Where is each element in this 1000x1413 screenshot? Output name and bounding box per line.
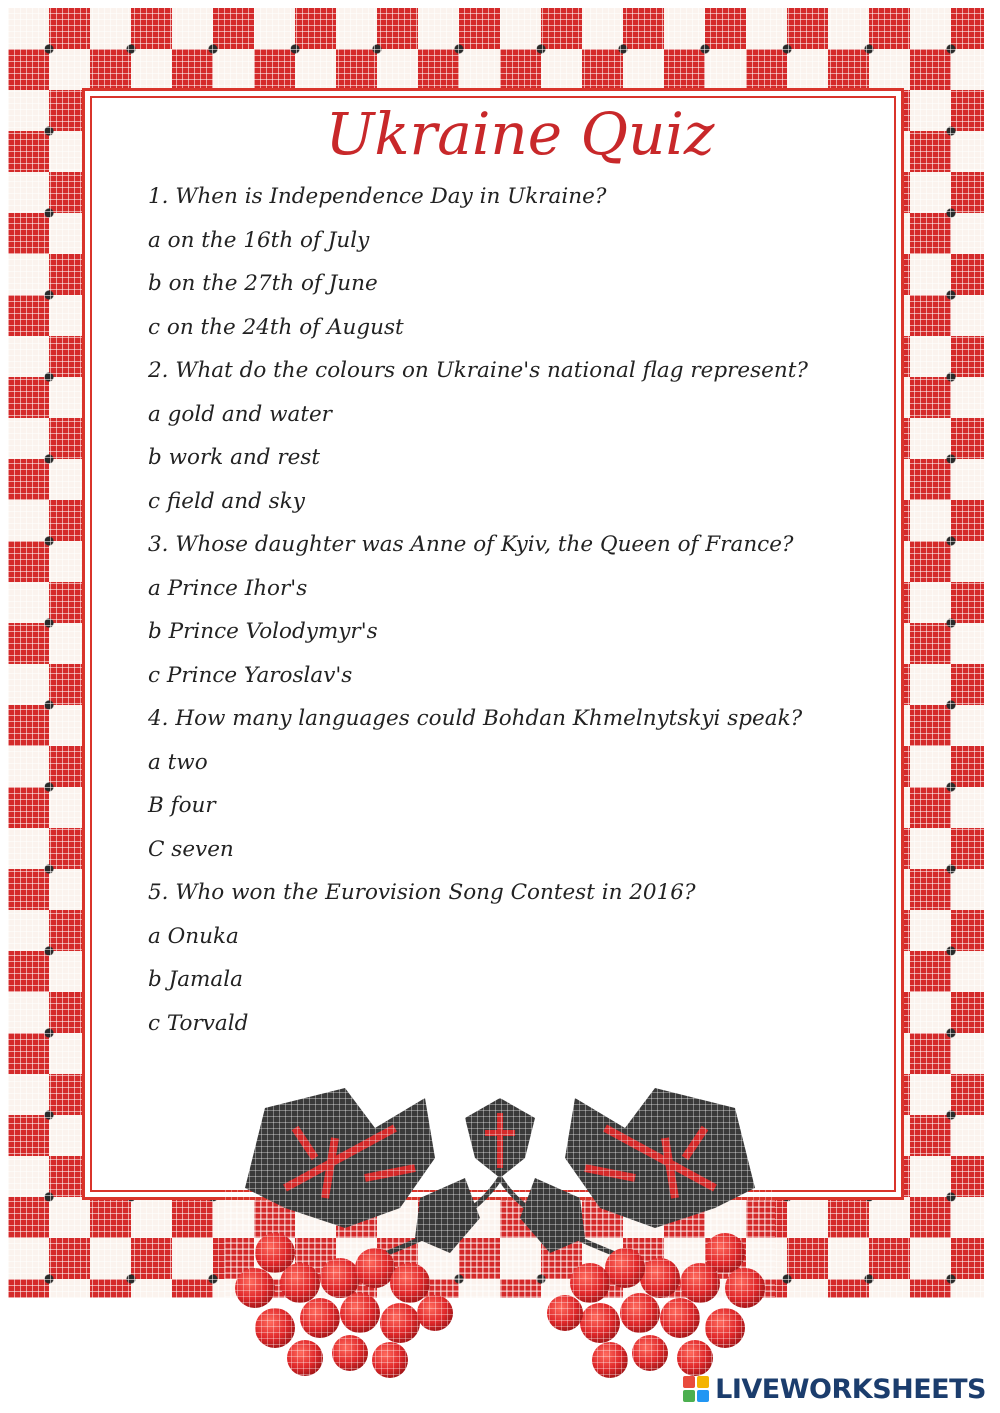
option-1c[interactable]: c on the 24th of August [148,314,404,340]
option-3c[interactable]: c Prince Yaroslav's [148,662,353,688]
option-5b[interactable]: b Jamala [148,967,243,992]
quiz-list [148,178,888,1048]
page-title: Ukraine Quiz [325,100,715,168]
option-2c[interactable]: c field and sky [148,488,305,514]
option-3a[interactable]: a Prince Ihor's [148,575,308,601]
option-2b[interactable]: b work and rest [148,445,321,470]
question-4: 4. How many languages could Bohdan Khmelnytskyi speak? [148,706,803,731]
question-2: 2. What do the colours on Ukraine's national flag represent? [148,358,808,383]
option-4c[interactable]: C seven [148,836,234,862]
option-5c[interactable]: c Torvald [148,1010,249,1036]
option-5a[interactable]: a Onuka [148,923,239,949]
option-4a[interactable]: a two [148,749,208,775]
question-3: 3. Whose daughter was Anne of Kyiv, the Queen of France? [148,532,794,557]
option-1a[interactable]: a on the 16th of July [148,227,370,253]
liveworksheets-logo-icon [683,1376,709,1402]
question-5: 5. Who won the Eurovision Song Contest in 2016? [148,880,696,905]
option-3b[interactable]: b Prince Volodymyr's [148,619,378,644]
question-1: 1. When is Independence Day in Ukraine? [148,184,607,209]
option-1b[interactable]: b on the 27th of June [148,271,378,296]
watermark-text: LIVEWORKSHEETS [715,1373,986,1405]
kalyna-ornament [225,1068,775,1388]
liveworksheets-watermark[interactable] [683,1369,986,1409]
option-4b[interactable]: B four [148,793,216,818]
option-2a[interactable]: a gold and water [148,401,332,427]
